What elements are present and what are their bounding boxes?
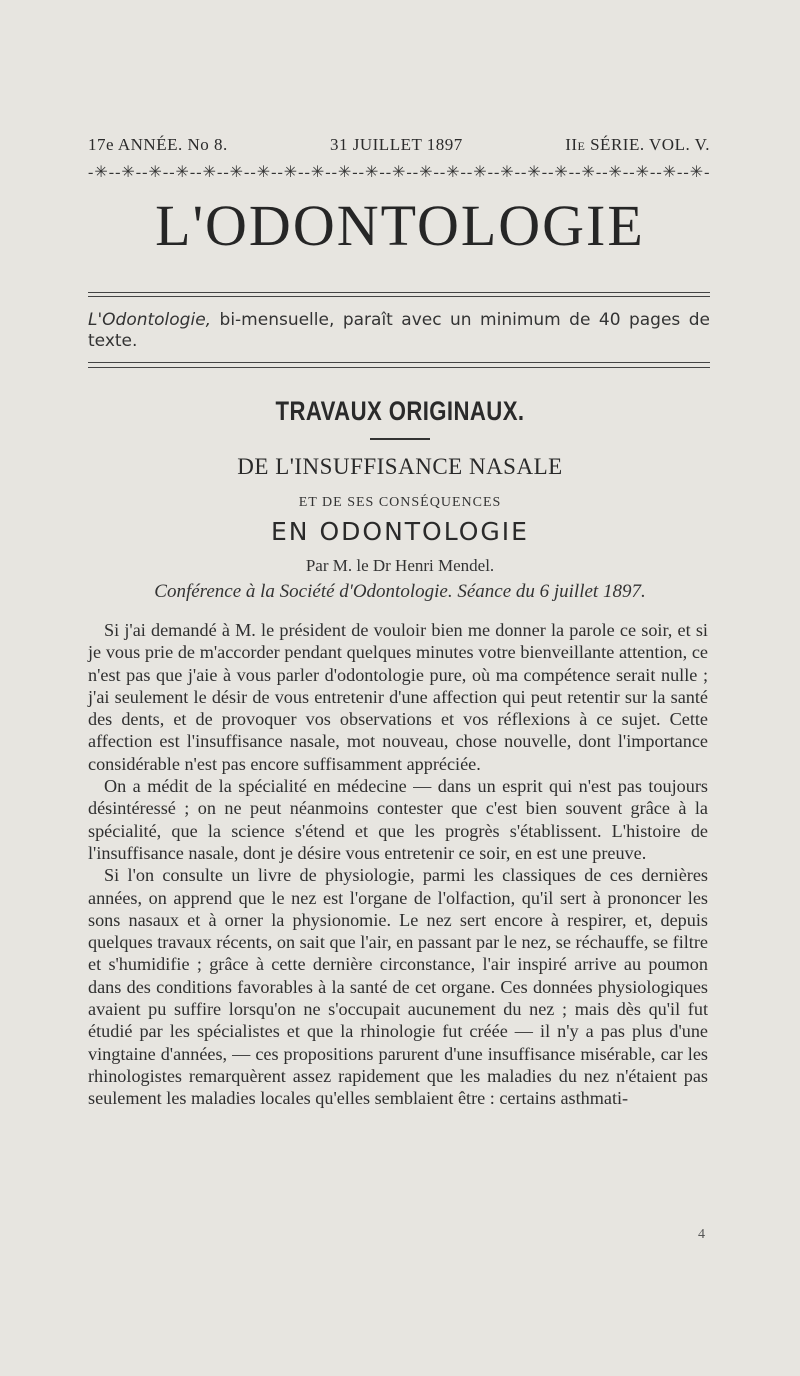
article-conference <box>0 581 800 603</box>
note-rule-bottom <box>88 367 710 368</box>
article-title: DE L'INSUFFISANCE NASALE <box>237 454 563 479</box>
article-conference-text: Conférence à la Société d'Odontologie. Séance du 6 juillet 1897. <box>154 581 646 602</box>
section-divider <box>370 438 430 440</box>
note-rule-top <box>88 362 710 363</box>
section-title: TRAVAUX ORIGINAUX. <box>275 396 525 426</box>
issue-number: 17e ANNÉE. No 8. <box>88 135 228 154</box>
publication-note-journal: L'Odontologie, <box>88 310 212 330</box>
publication-note <box>88 310 710 352</box>
star-ornament-divider: -✳--✳--✳--✳--✳--✳--✳--✳--✳--✳--✳--✳--✳--✳--✳--✳--✳--✳--✳--✳--✳--✳--✳- <box>88 164 710 181</box>
masthead-rule-top <box>88 292 710 293</box>
article-body <box>88 619 708 1110</box>
paragraph-2: On a médit de la spécialité en médecine — dans un esprit qui n'est pas toujours désintéressé ; on ne peut néanmoins contester que c'est bien souvent grâce à la spécialité, que la science s'étend et que les progrès s'établissent. L'histoire de l'insuffisance nasale, dont je désire vous entretenir ce soir, en est une preuve. <box>88 776 708 863</box>
article-domain: EN ODONTOLOGIE <box>271 517 529 546</box>
journal-masthead: L'ODONTOLOGIE <box>155 193 645 258</box>
article-author: Par M. le Dr Henri Mendel. <box>305 556 495 575</box>
publication-note-text: bi-mensuelle, paraît avec un minimum de 40 pages de texte. <box>88 310 710 351</box>
issue-series: IIe SÉRIE. VOL. V. <box>565 135 710 154</box>
issue-date: 31 JUILLET 1897 <box>330 135 463 154</box>
paragraph-1: Si j'ai demandé à M. le président de vouloir bien me donner la parole ce soir, et si je vous prie de m'accorder pendant quelques minutes votre bienveillante attention, ce n'est pas que j'aie à vous parler d'odontologie pure, où ma compétence serait nulle ; j'ai seulement le désir de vous entretenir d'une affection qui peut retentir sur la santé des dents, et de provoquer vos observations et vos réflexions à ce sujet. Cette affection est l'insuffisance nasale, mot nouveau, chose nouvelle, dont l'importance considérable n'est pas encore suffisamment appréciée. <box>88 620 708 774</box>
page-number: 4 <box>698 1227 705 1242</box>
article-subtitle: ET DE SES CONSÉQUENCES <box>298 495 502 510</box>
masthead-rule-bottom <box>88 296 710 297</box>
paragraph-3: Si l'on consulte un livre de physiologie, parmi les classiques de ces dernières années, on apprend que le nez est l'organe de l'olfaction, qu'il sert à prononcer les sons nasaux et à orner la physionomie. Le nez sert encore à respirer, et, depuis quelques travaux récents, on sait que l'air, en passant par le nez, se réchauffe, se filtre et s'humidifie ; grâce à cette dernière circonstance, l'air inspiré arrive au poumon dans des conditions favorables à la santé de cet organe. Ces données physiologiques avaient pu suffire lorsqu'on ne s'occupait aucunement du nez ; mais dès qu'il fut étudié par les spécialistes et que la rhinologie fut créée — il n'y a pas plus d'une vingtaine d'années, — ces propositions parurent d'une insuffisance misérable, car les rhinologistes remarquèrent assez rapidement que les maladies du nez n'étaient pas seulement les maladies locales qu'elles semblaient être : certains asthmati- <box>88 865 708 1109</box>
